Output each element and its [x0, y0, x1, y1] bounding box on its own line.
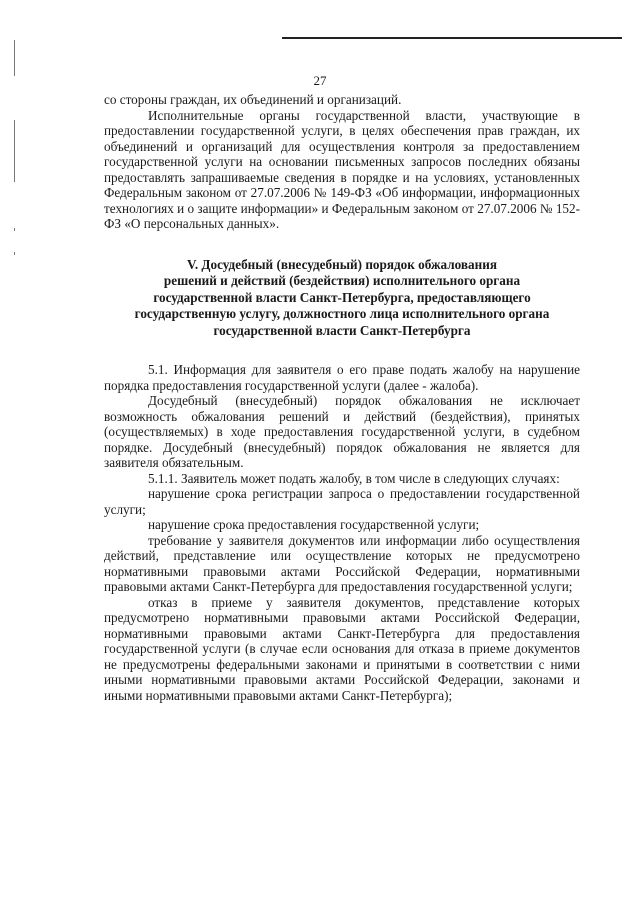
body-paragraph: 5.1. Информация для заявителя о его праве подать жалобу на нарушение порядка предоставления государственной услуги (далее - жалоба).: [104, 362, 580, 393]
section-heading-line: государственную услугу, должностного лица исполнительного органа: [134, 306, 550, 322]
scan-left-edge-mark: [14, 228, 15, 231]
section-heading-line: решений и действий (бездействия) исполнительного органа: [163, 273, 521, 289]
document-body: [104, 92, 580, 703]
body-paragraph: со стороны граждан, их объединений и организаций.: [104, 92, 402, 107]
scan-top-rule: [282, 37, 622, 39]
page-number: 27: [313, 73, 327, 88]
section-heading-line: V. Досудебный (внесудебный) порядок обжалования: [187, 256, 497, 272]
scan-left-edge-mark: [14, 120, 15, 182]
scan-left-edge-mark: [14, 40, 15, 76]
scan-left-edge-mark: [14, 252, 15, 255]
list-item: требование у заявителя документов или информации либо осуществления действий, представление или осуществление которых не предусмотрено нормативными правовыми актами Российской Федерации, нормативными правовыми актами Санкт-Петербурга для предоставления государственной услуги;: [104, 532, 580, 595]
list-item: отказ в приеме у заявителя документов, представление которых предусмотрено нормативными правовыми актами Российской Федерации, нормативными правовыми актами Санкт-Петербурга для предоставления государственной услуги (в случае если основания для отказа в приеме документов не предусмотрены федеральными законами и принятыми в соответствии с ними иными нормативными правовыми актами Российской Федерации, законами и иными нормативными правовыми актами Санкт-Петербурга);: [104, 594, 580, 703]
body-paragraph: Исполнительные органы государственной власти, участвующие в предоставлении государственной услуги, в целях обеспечения прав граждан, их объединений и организаций для осуществления контроля за предоставлением государственной услуги на основании письменных запросов последних обязаны предоставлять запрашиваемые сведения в порядке и на условиях, установленных Федеральным законом от 27.07.2006 № 149-ФЗ «Об информации, информационных технологиях и о защите информации» и Федеральным законом от 27.07.2006 № 152-ФЗ «О персональных данных».: [104, 107, 580, 231]
body-paragraph: Досудебный (внесудебный) порядок обжалования не исключает возможность обжалования решений и действий (бездействия), принятых (осуществляемых) в ходе предоставления государственной услуги, в судебном порядке. Досудебный (внесудебный) порядок обжалования не является для заявителя обязательным.: [104, 393, 580, 471]
list-item: нарушение срока регистрации запроса о предоставлении государственной услуги;: [104, 486, 580, 517]
section-heading-line: государственной власти Санкт-Петербурга: [213, 322, 471, 338]
section-heading: [104, 257, 580, 340]
body-paragraph: 5.1.1. Заявитель может подать жалобу, в том числе в следующих случаях:: [148, 470, 560, 486]
section-heading-line: государственной власти Санкт-Петербурга, предоставляющего: [153, 289, 531, 305]
list-item: нарушение срока предоставления государственной услуги;: [148, 517, 480, 533]
